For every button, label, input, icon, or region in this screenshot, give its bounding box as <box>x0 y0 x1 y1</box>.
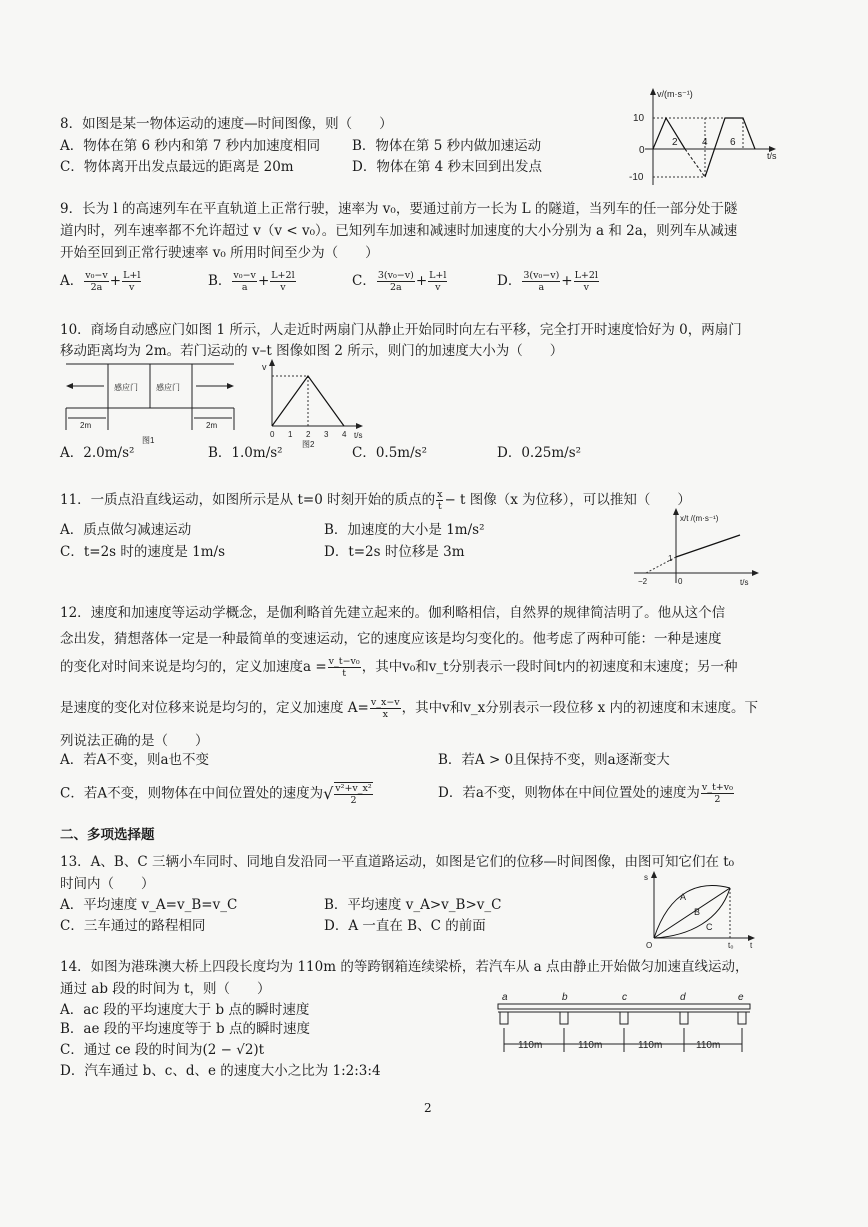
q10-fig2-xlabel: t/s <box>354 431 363 440</box>
q11-origin: 0 <box>678 577 683 586</box>
q12-option-a: A．若A不变，则a也不变 <box>60 752 210 768</box>
q13-option-b: B．平均速度 v_A>v_B>v_C <box>324 897 502 913</box>
q14-stem-line1: 14．如图为港珠澳大桥上四段长度均为 110m 的等跨钢箱连续梁桥，若汽车从 a 点由静止开始做匀加速直线运动， <box>60 959 749 975</box>
q11-xtick-neg2: −2 <box>638 577 648 586</box>
q9-stem-line2: 道内时，列车速率都不允许超过 v（v < v₀）。已知列车加速和减速时加速度的大小分别为 a 和 2a，则列车从减速 <box>60 223 738 239</box>
q14-point-a: a <box>502 992 508 1003</box>
q12-line5: 列说法正确的是（ ） <box>60 733 209 749</box>
q14-option-b: B．ae 段的平均速度等于 b 点的瞬时速度 <box>60 1021 310 1037</box>
q12-line1: 12．速度和加速度等运动学概念，是伽利略首先建立起来的。伽利略相信，自然界的规律简洁明了。他从这个信 <box>60 605 726 621</box>
q10-fig2-xtick-4: 4 <box>342 430 347 439</box>
q10-stem-line2: 移动距离均为 2m。若门运动的 v–t 图像如图 2 所示，则门的加速度大小为（ ） <box>60 343 564 359</box>
q11-xt-t-graph <box>628 505 768 590</box>
q8-ytick-neg10: -10 <box>629 172 644 183</box>
q13-t0: t₀ <box>728 941 734 950</box>
q14-option-c: C．通过 ce 段的时间为(2 − √2)t <box>60 1042 265 1058</box>
q14-bridge-diagram <box>490 990 760 1060</box>
q14-span-de: 110m <box>696 1040 721 1051</box>
q12-option-c: C．若A不变，则物体在中间位置处的速度为√ $\frac{\text{v²+v\_x²}}{2}$ <box>60 783 372 806</box>
q12-line2: 念出发，猜想落体一定是一种最简单的变速运动，它的速度应该是均匀变化的。他考虑了两种可能：一种是速度 <box>60 631 722 647</box>
q8-xtick-2: 2 <box>672 137 678 148</box>
q12-option-b: B．若A > 0且保持不变，则a逐渐变大 <box>438 752 670 768</box>
q10-option-c: C．0.5m/s² <box>352 445 427 461</box>
q10-door-left-label: 感应门 <box>114 383 138 392</box>
section-title-multiple-choice: 二、多项选择题 <box>60 827 155 843</box>
q14-option-d: D．汽车通过 b、c、d、e 的速度大小之比为 1:2:3:4 <box>60 1063 381 1079</box>
q10-fig1-door-diagram <box>62 358 242 448</box>
q10-fig1-caption: 图1 <box>142 436 155 445</box>
q8-option-b: B．物体在第 5 秒内做加速运动 <box>352 138 542 154</box>
q10-option-b: B．1.0m/s² <box>208 445 283 461</box>
q8-xtick-4: 4 <box>702 137 708 148</box>
q10-option-a: A．2.0m/s² <box>60 445 135 461</box>
q11-option-a: A．质点做匀减速运动 <box>60 522 192 538</box>
q8-option-a: A．物体在第 6 秒内和第 7 秒内加速度相同 <box>60 138 321 154</box>
q14-point-c: c <box>622 992 627 1003</box>
q8-vt-graph <box>625 85 785 190</box>
q10-fig2-vt-graph <box>260 358 380 448</box>
q10-fig2-caption: 图2 <box>302 440 315 449</box>
q13-option-a: A．平均速度 v_A=v_B=v_C <box>60 897 238 913</box>
q8-ylabel: v/(m·s⁻¹) <box>657 89 693 99</box>
q13-stem-line1: 13．A、B、C 三辆小车同时、同地自发沿同一平直道路运动，如图是它们的位移—时间图像，由图可知它们在 t₀ <box>60 854 735 870</box>
q8-stem: 8．如图是某一物体运动的速度—时间图像，则（ ） <box>60 116 393 132</box>
q13-option-c: C．三车通过的路程相同 <box>60 918 206 934</box>
q10-fig2-xtick-3: 3 <box>324 430 329 439</box>
q10-fig2-xtick-1: 1 <box>288 430 293 439</box>
q8-xlabel: t/s <box>767 151 777 161</box>
q13-xlabel: t <box>750 941 753 950</box>
q13-label-a: A <box>680 892 687 902</box>
q9-option-a: A． $\frac{\text{v₀−v}}{2a}$ + $\frac{L+l}{v}$ <box>60 270 141 293</box>
q11-ytick-1: 1 <box>668 554 673 563</box>
page-number: 2 <box>424 1101 432 1115</box>
q9-option-b: B． $\frac{\text{v₀−v}}{a}$ + $\frac{L+2l}{v}$ <box>208 270 295 293</box>
q13-origin: O <box>646 941 653 950</box>
q10-fig2-ylabel: v <box>262 362 267 372</box>
q14-span-ab: 110m <box>518 1040 543 1051</box>
q13-label-c: C <box>706 922 713 932</box>
q9-option-c: C． $\frac{\text{3(v₀−v)}}{2a}$ + $\frac{L+l}{v}$ <box>352 270 447 293</box>
q10-option-d: D．0.25m/s² <box>497 445 582 461</box>
q8-ytick-0: 0 <box>639 145 645 156</box>
q14-span-cd: 110m <box>638 1040 663 1051</box>
q9-option-d: D． $\frac{\text{3(v₀−v)}}{a}$ + $\frac{L+2l}{v}$ <box>497 270 598 293</box>
q8-xtick-6: 6 <box>730 137 736 148</box>
q8-option-d: D．物体在第 4 秒末回到出发点 <box>352 159 542 175</box>
q10-dist-left: 2m <box>80 421 92 430</box>
q10-door-right-label: 感应门 <box>156 383 180 392</box>
q9-stem-line3: 开始至回到正常行驶速率 v₀ 所用时间至少为（ ） <box>60 245 379 261</box>
q13-option-d: D．A 一直在 B、C 的前面 <box>324 918 486 934</box>
q8-ytick-10: 10 <box>633 113 645 124</box>
q14-stem-line2: 通过 ab 段的时间为 t，则（ ） <box>60 981 271 997</box>
q14-point-d: d <box>680 992 686 1003</box>
q10-stem-line1: 10．商场自动感应门如图 1 所示，人走近时两扇门从静止开始同时向左右平移，完全打开时速度恰好为 0，两扇门 <box>60 322 742 338</box>
q13-st-graph <box>640 870 760 950</box>
q9-stem-line1: 9．长为 l 的高速列车在平直轨道上正常行驶，速率为 v₀，要通过前方一长为 L 的隧道，当列车的任一部分处于隧 <box>60 201 738 217</box>
q11-xlabel: t/s <box>740 578 749 587</box>
q14-point-e: e <box>738 992 744 1003</box>
q14-span-bc: 110m <box>578 1040 603 1051</box>
q8-option-c: C．物体离开出发点最远的距离是 20m <box>60 159 294 175</box>
q12-line3: 的变化对时间来说是均匀的，定义加速度a = $\frac{\text{v\_t−v₀}}{t}$ ，其中v₀和v_t分别表示一段时间t内的初速度和末速度；另一种 <box>60 656 738 679</box>
q11-stem: 11．一质点沿直线运动，如图所示是从 t=0 时刻开始的质点的 $\frac{x}{t}$ − t 图像（x 为位移），可以推知（ ） <box>60 489 691 512</box>
q12-line4: 是速度的变化对位移来说是均匀的，定义加速度 A= $\frac{v\_x-v}{x}$ ，其中v和v_x分别表示一段位移 x 内的初速度和末速度。下 <box>60 697 758 720</box>
q11-option-c: C．t=2s 时的速度是 1m/s <box>60 544 226 560</box>
q10-dist-right: 2m <box>206 421 218 430</box>
q11-option-d: D．t=2s 时位移是 3m <box>324 544 465 560</box>
q14-option-a: A．ac 段的平均速度大于 b 点的瞬时速度 <box>60 1002 310 1018</box>
q14-point-b: b <box>562 992 568 1003</box>
q11-ylabel: x/t /(m·s⁻¹) <box>680 514 719 523</box>
q10-fig2-xtick-2: 2 <box>306 430 311 439</box>
q12-option-d: D．若a不变，则物体在中间位置处的速度为 $\frac{\text{v\_t+v₀}}{2}$ <box>438 782 733 805</box>
q13-label-b: B <box>694 907 701 917</box>
q11-option-b: B．加速度的大小是 1m/s² <box>324 522 485 538</box>
q10-fig2-xtick-0: 0 <box>270 430 275 439</box>
q13-ylabel: s <box>644 873 648 882</box>
q13-stem-line2: 时间内（ ） <box>60 876 155 892</box>
